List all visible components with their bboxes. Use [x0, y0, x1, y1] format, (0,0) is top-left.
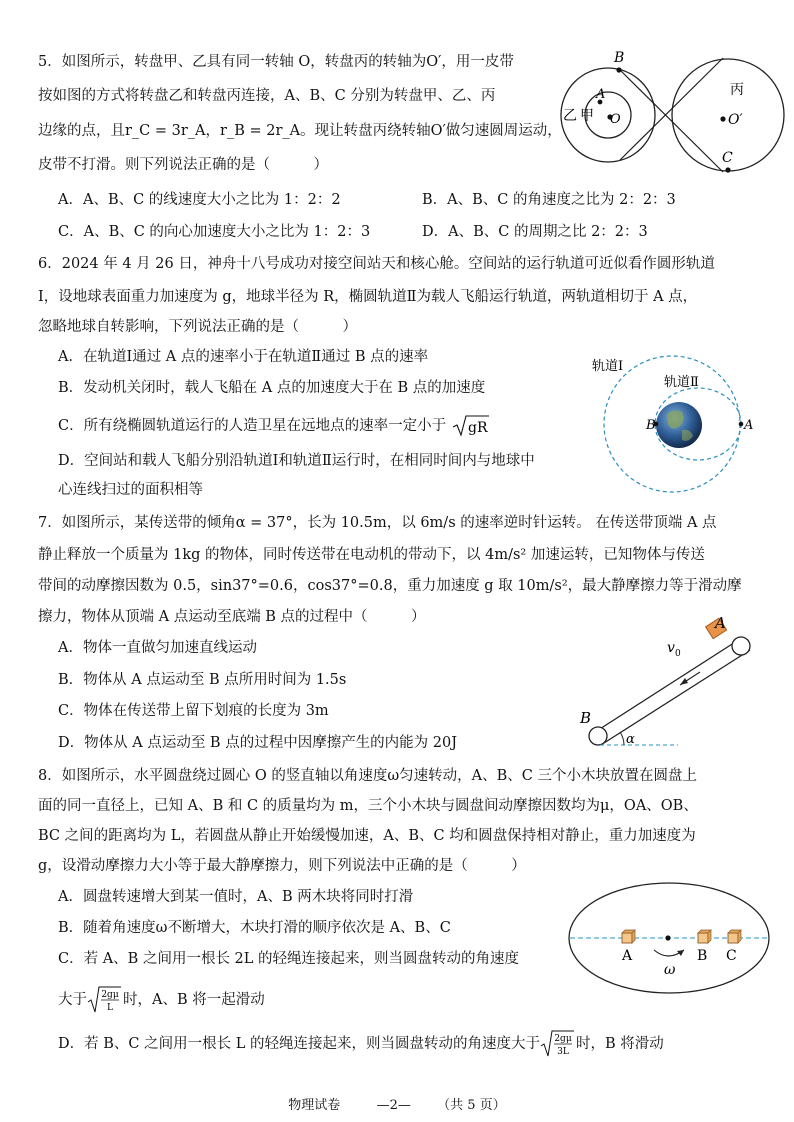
q8-line-4: g，设滑动摩擦力大小等于最大静摩擦力，则下列说法中正确的是（ ）	[38, 858, 526, 874]
label-jia: 甲	[580, 108, 594, 124]
q8-disk-figure	[566, 880, 772, 996]
label-orbit-2: 轨道Ⅱ	[664, 375, 699, 390]
q6-line-3: 忽略地球自转影响，下列说法正确的是（ ）	[38, 319, 357, 335]
q6-option-d-2: 心连线扫过的面积相等	[58, 482, 203, 498]
q7-line-2: 静止释放一个质量为 1kg 的物体，同时传送带在电动机的带动下，以 4m/s² 加速运转，已知物体与传送	[38, 547, 705, 563]
q6-option-d-1: D．空间站和载人飞船分别沿轨道Ⅰ和轨道Ⅱ运行时，在相同时间内与地球中	[58, 453, 535, 469]
sqrt-d	[540, 1029, 576, 1059]
q7-line-4: 擦力，物体从顶端 A 点运动至底端 B 点的过程中（ ）	[38, 609, 426, 625]
q6-line-1: 6．2024 年 4 月 26 日，神舟十八号成功对接空间站天和核心舱。空间站的运行轨道可近似看作圆形轨道	[38, 256, 715, 272]
q6-option-c-text: C．所有绕椭圆轨道运行的人造卫星在远地点的速率一定小于	[58, 418, 447, 434]
footer-page: —2—	[376, 1098, 411, 1113]
q5-line-3: 边缘的点，且r_C = 3r_A，r_B = 2r_A。现让转盘丙绕转轴O′做匀速圆周运动，	[38, 123, 562, 139]
q5-line-2: 按如图的方式将转盘乙和转盘丙连接，A、B、C 分别为转盘甲、乙、丙	[38, 88, 496, 104]
sqrt-gr-text: gR	[467, 420, 488, 436]
q7-line-1: 7．如图所示，某传送带的倾角α = 37°，长为 10.5m，以 6m/s 的速率逆时针运转。 在传送带顶端 A 点	[38, 515, 717, 531]
label-bing: 丙	[730, 82, 744, 98]
label-b: B	[697, 948, 708, 964]
center-o	[665, 935, 670, 940]
belt-line-1	[620, 70, 723, 172]
q6-line-2: Ⅰ，设地球表面重力加速度为 g，地球半径为 R，椭圆轨道Ⅱ为载人飞船运行轨道，两轨道相切于 A 点，	[38, 289, 698, 305]
q8-c-pre: 大于	[58, 992, 87, 1008]
q5-line-4: 皮带不打滑。则下列说法正确的是（ ）	[38, 157, 328, 173]
q6-option-a: A．在轨道Ⅰ通过 A 点的速率小于在轨道Ⅱ通过 B 点的速率	[58, 349, 429, 365]
point-o-prime	[720, 116, 725, 121]
q8-option-d	[58, 1029, 664, 1059]
label-v0-sub: 0	[675, 649, 681, 659]
roller-top	[732, 637, 750, 655]
block-c	[728, 930, 741, 943]
belt-line-2	[620, 58, 723, 160]
q5-pulley-figure	[558, 40, 786, 190]
label-v0: v	[667, 640, 675, 656]
label-a: A	[715, 614, 726, 632]
q8-option-a: A．圆盘转速增大到某一值时，A、B 两木块将同时打滑	[58, 889, 414, 905]
label-yi: 乙	[563, 108, 577, 124]
label-omega: ω	[664, 962, 676, 978]
q6-orbit-figure	[590, 346, 770, 506]
label-a: A	[596, 87, 606, 102]
sqrt-c	[87, 985, 123, 1015]
block-a	[622, 930, 635, 943]
sqrt-d-den: 3L	[557, 1047, 569, 1057]
q5-option-c: C．A、B、C 的向心加速度大小之比为 1：2：3	[58, 224, 371, 240]
q5-option-d: D．A、B、C 的周期之比 2：2：3	[422, 224, 648, 240]
label-o-prime: O′	[728, 112, 743, 128]
q7-option-c: C．物体在传送带上留下划痕的长度为 3m	[58, 703, 329, 719]
q6-option-b: B．发动机关闭时，载人飞船在 A 点的加速度大于在 B 点的加速度	[58, 380, 486, 396]
label-b: B	[646, 418, 656, 433]
label-a: A	[744, 418, 754, 433]
sqrt-d-num: 2gμ	[554, 1034, 572, 1044]
label-c: C	[726, 948, 737, 964]
q8-option-c-2	[58, 985, 265, 1015]
q5-line-1: 5．如图所示，转盘甲、乙具有同一转轴 O，转盘丙的转轴为O′，用一皮带	[38, 54, 514, 70]
point-a	[739, 422, 744, 427]
q7-option-a: A．物体一直做匀加速直线运动	[58, 640, 257, 656]
q8-c-post: 时，A、B 将一起滑动	[123, 992, 265, 1008]
label-a: A	[622, 948, 633, 964]
label-c: C	[722, 150, 733, 166]
point-c	[725, 167, 730, 172]
q8-line-3: BC 之间的距离均为 L，若圆盘从静止开始缓慢加速，A、B、C 均和圆盘保持相对静止，重力加速度为	[38, 828, 696, 844]
q7-option-b: B．物体从 A 点运动至 B 点所用时间为 1.5s	[58, 672, 347, 688]
q8-option-b: B．随着角速度ω不断增大，木块打滑的顺序依次是 A、B、C	[58, 920, 451, 936]
q8-line-1: 8．如图所示，水平圆盘绕过圆心 O 的竖直轴以角速度ω匀速转动，A、B、C 三个小木块放置在圆盘上	[38, 768, 697, 784]
label-orbit-1: 轨道Ⅰ	[592, 359, 624, 374]
roller-bottom	[589, 727, 607, 745]
q6-option-c	[58, 414, 491, 438]
q5-option-b: B．A、B、C 的角速度之比为 2：2：3	[422, 192, 676, 208]
footer-total: （共 5 页）	[437, 1098, 506, 1113]
label-b: B	[580, 709, 592, 727]
footer-subject: 物理试卷	[288, 1098, 341, 1113]
label-o: O	[610, 112, 621, 127]
q8-line-2: 面的同一直径上，已知 A、B 和 C 的质量均为 m，三个小木块与圆盘间动摩擦因数均为μ，OA、OB、	[38, 798, 698, 814]
q7-line-3: 带间的动摩擦因数为 0.5，sin37°=0.6，cos37°=0.8，重力加速度 g 取 10m/s²，最大静摩擦力等于滑动摩	[38, 578, 742, 594]
page-footer	[0, 1094, 794, 1113]
q8-option-c-1: C．若 A、B 之间用一根长 2L 的轻绳连接起来，则当圆盘转动的角速度	[58, 951, 520, 967]
q5-option-a: A．A、B、C 的线速度大小之比为 1：2：2	[58, 192, 341, 208]
q8-d-post: 时，B 将滑动	[575, 1036, 664, 1052]
sqrt-c-num: 2gμ	[101, 990, 119, 1000]
q8-d-pre: D．若 B、C 之间用一根长 L 的轻绳连接起来，则当圆盘转动的角速度大于	[58, 1036, 540, 1052]
sqrt-c-den: L	[107, 1003, 113, 1013]
sqrt-gr	[451, 414, 491, 438]
q7-option-d: D．物体从 A 点运动至 B 点的过程中因摩擦产生的内能为 20J	[58, 735, 458, 751]
point-b	[616, 67, 621, 72]
label-alpha: α	[626, 732, 635, 747]
label-b: B	[614, 50, 625, 66]
block-b	[698, 930, 711, 943]
q7-conveyor-figure	[578, 606, 774, 748]
